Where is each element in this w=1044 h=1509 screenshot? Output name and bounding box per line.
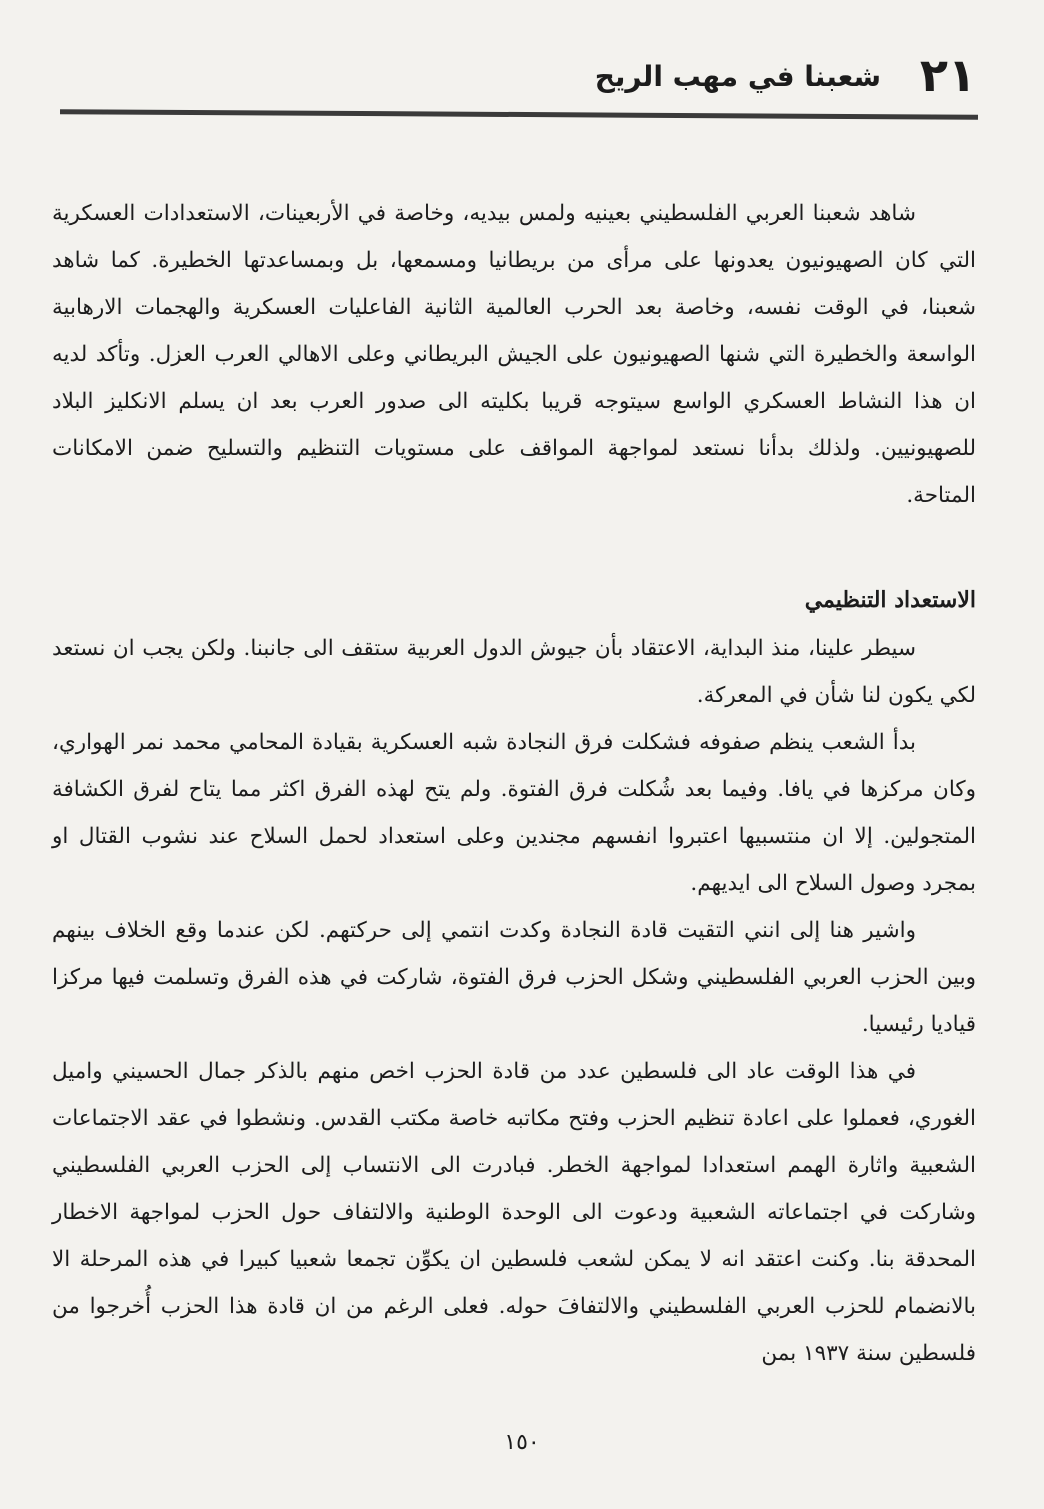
running-header <box>60 48 976 102</box>
paragraph: بدأ الشعب ينظم صفوفه فشكلت فرق النجادة شبه العسكرية بقيادة المحامي محمد نمر الهواري، وكان مركزها في يافا. وفيما بعد شُكلت فرق الفتوة. ولم يتح لهذه الفرق اكثر مما يتاح لفرق الكشافة المتجولين. إلا ان منتسبيها اعتبروا انفسهم مجندين وعلى استعداد لحمل السلاح عند نشوب القتال او بمجرد وصول السلاح الى ايديهم. <box>52 730 976 896</box>
paragraph: واشير هنا إلى انني التقيت قادة النجادة وكدت انتمي إلى حركتهم. لكن عندما وقع الخلاف بينهم وبين الحزب العربي الفلسطيني وشكل الحزب فرق الفتوة، شاركت في هذه الفرق وتسلمت فيها مركزا قياديا رئيسيا. <box>52 918 976 1037</box>
section-heading: الاستعداد التنظيمي <box>804 587 976 613</box>
intro-paragraph: شاهد شعبنا العربي الفلسطيني بعينيه ولمس بيديه، وخاصة في الأربعينات، الاستعدادات العسكرية التي كان الصهيونيون يعدونها على مرأى من بريطانيا ومسمعها، بل وبمساعدتها الخطيرة. كما شاهد شعبنا، في الوقت نفسه، وخاصة بعد الحرب العالمية الثانية الفاعليات العسكرية والهجمات الارهابية الواسعة والخطيرة التي شنها الصهيونيون على الجيش البريطاني وعلى الاهالي العرب العزل. وتأكد لديه ان هذا النشاط العسكري الواسع سيتوجه قريبا بكليته الى صدور العرب بعد ان يسلم الانكليز البلاد للصهيونيين. ولذلك بدأنا نستعد لمواجهة المواقف على مستويات التنظيم والتسليح ضمن الامكانات المتاحة. <box>52 201 977 508</box>
page-body <box>52 190 976 1377</box>
chapter-title: شعبنا في مهب الريح <box>594 60 881 93</box>
paragraph: في هذا الوقت عاد الى فلسطين عدد من قادة الحزب اخص منهم بالذكر جمال الحسيني واميل الغوري، فعملوا على اعادة تنظيم الحزب وفتح مكاتبه خاصة مكتب القدس. ونشطوا في عقد الاجتماعات الشعبية واثارة الهمم استعدادا لمواجهة الخطر. فبادرت الى الانتساب إلى الحزب العربي الفلسطيني وشاركت في اجتماعاته الشعبية ودعوت الى الوحدة الوطنية والالتفاف حول الحزب لمواجهة الاخطار المحدقة بنا. وكنت اعتقد انه لا يمكن لشعب فلسطين ان يكوِّن تجمعا شعبيا كبيرا في هذه المرحلة الا بالانضمام للحزب العربي الفلسطيني والالتفافَ حوله. فعلى الرغم من ان قادة هذا الحزب أُخرجوا من فلسطين سنة ١٩٣٧ بمن <box>52 1059 976 1366</box>
page-number: ١٥٠ <box>504 1430 540 1455</box>
chapter-number: ٢١ <box>919 48 976 102</box>
paragraph: سيطر علينا، منذ البداية، الاعتقاد بأن جيوش الدول العربية ستقف الى جانبنا. ولكن يجب ان نستعد لكي يكون لنا شأن في المعركة. <box>52 636 976 708</box>
header-rule <box>60 109 978 120</box>
